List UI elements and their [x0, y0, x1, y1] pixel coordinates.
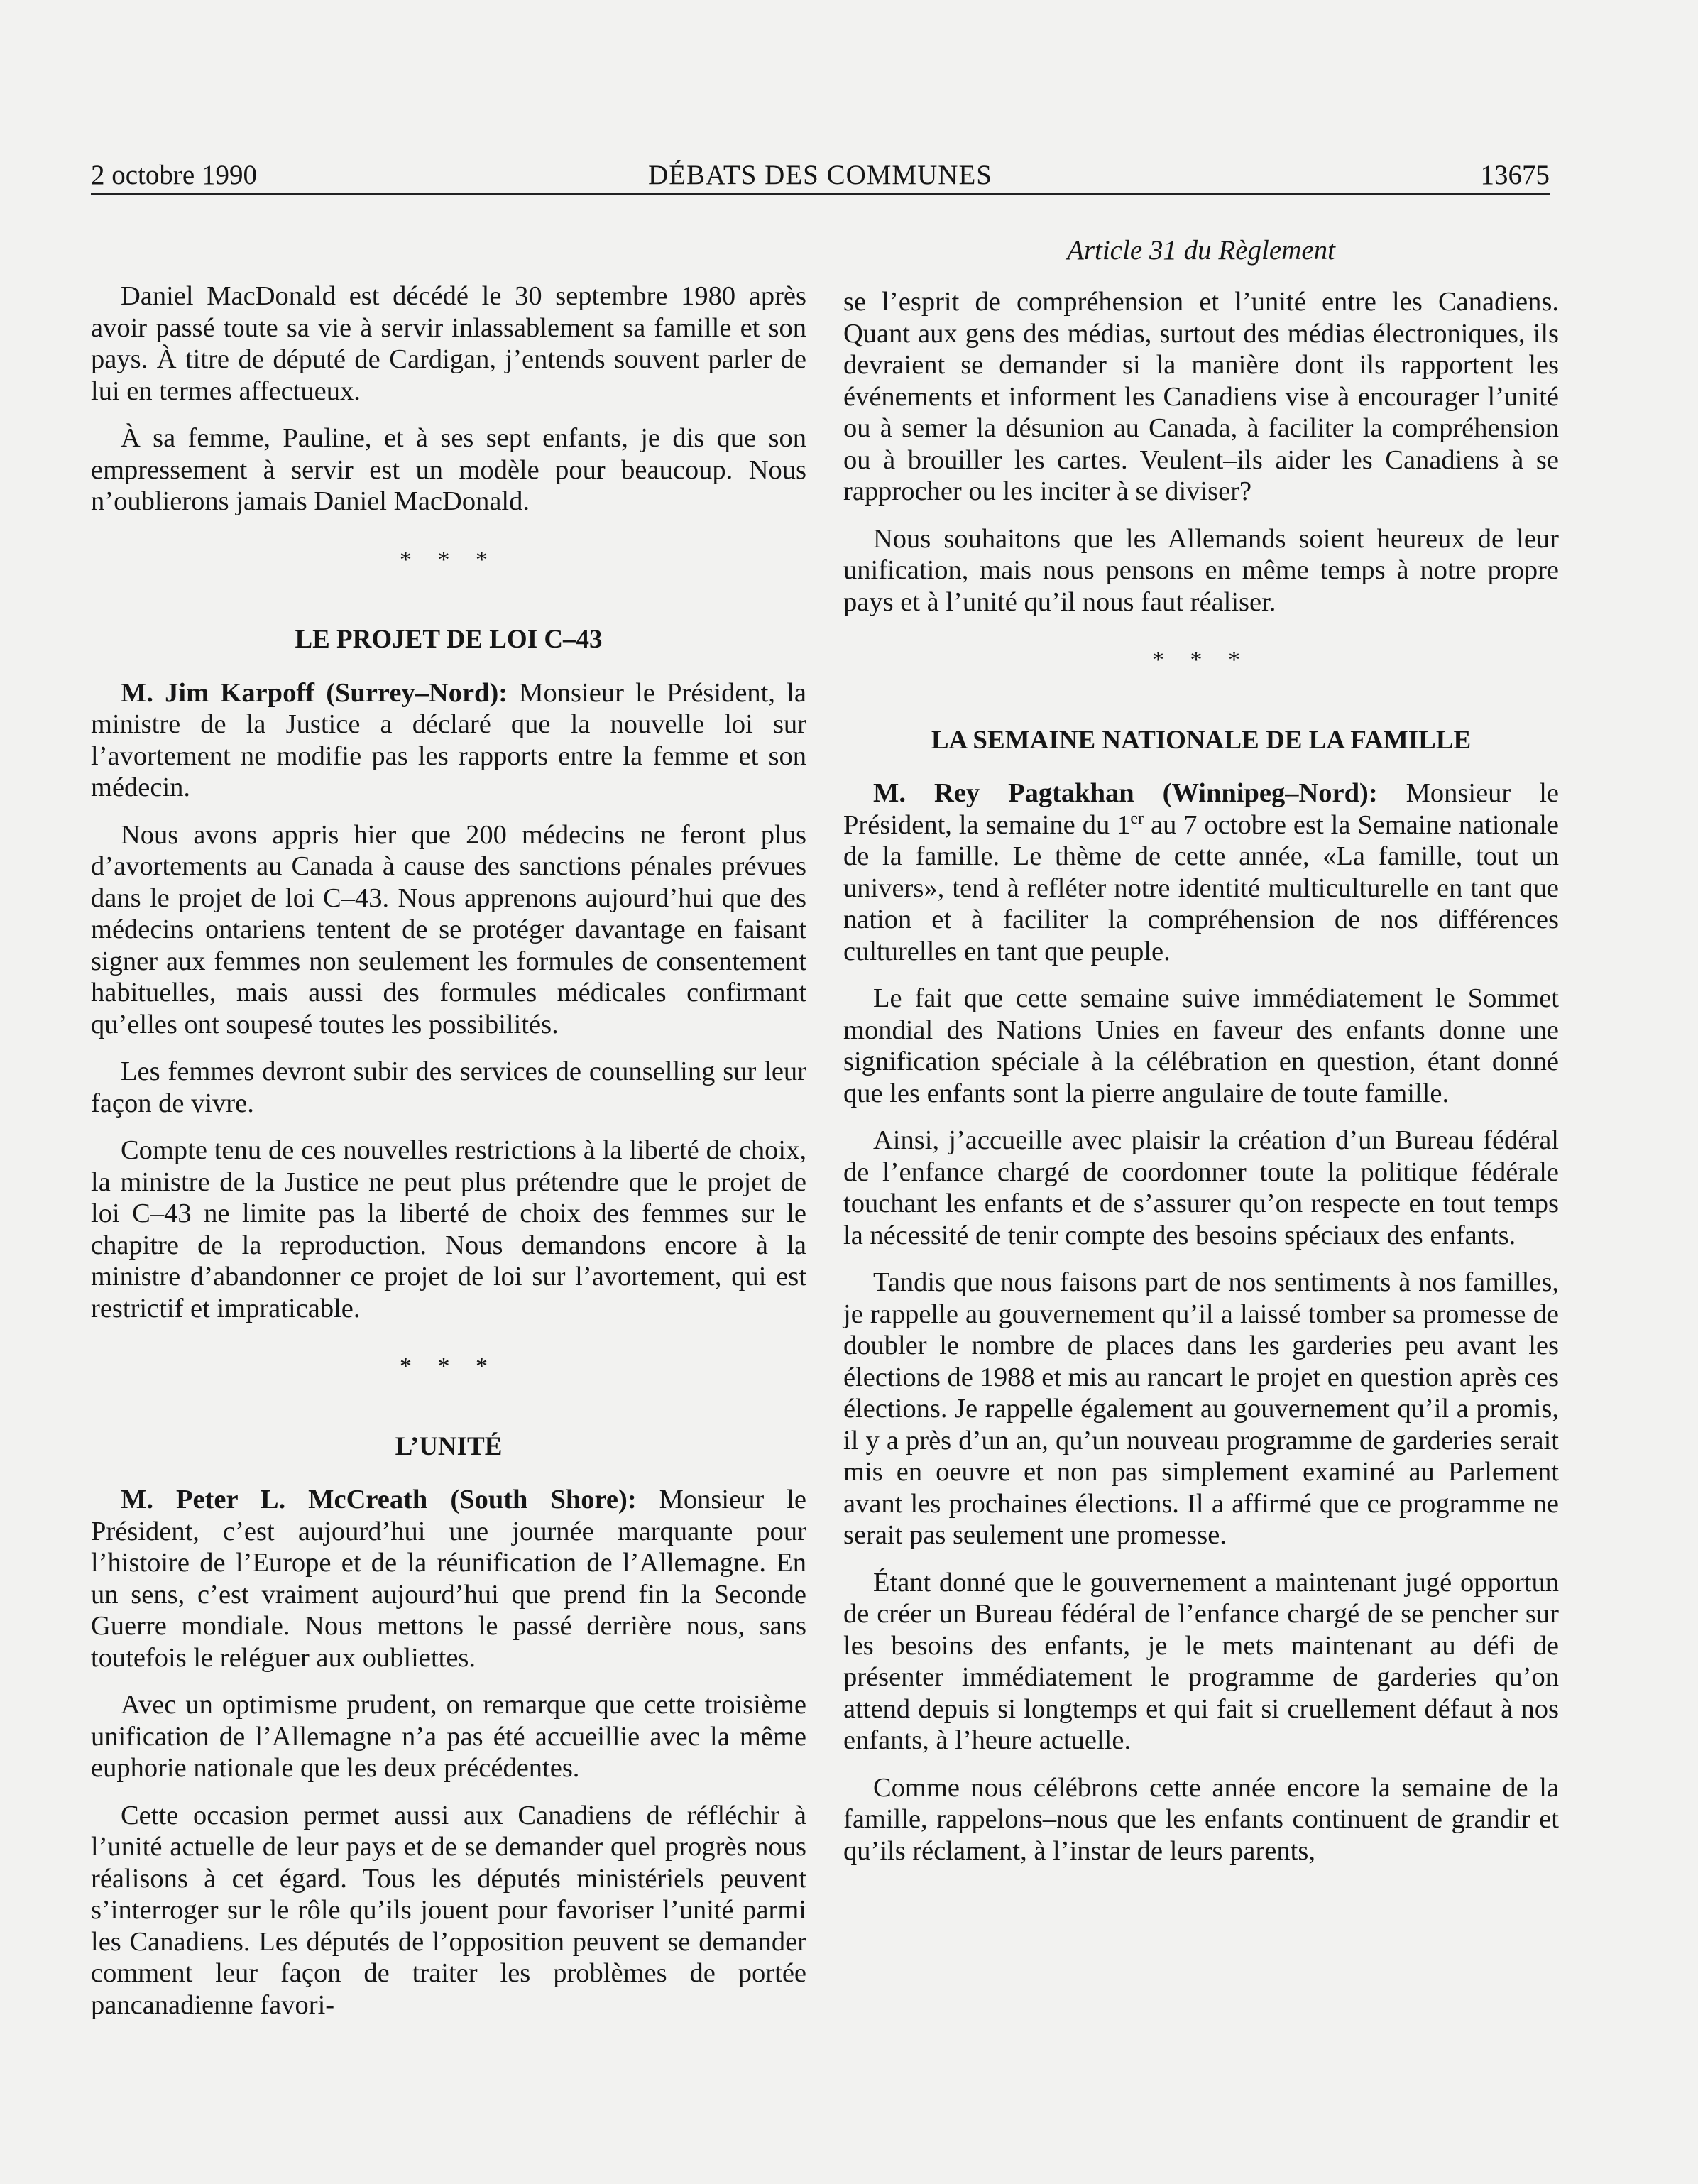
statement-text: Monsieur le Président, c’est aujourd’hui une journée marquante pour l’histoire de l’Europe et de la réunification de l’Allemagne. En un sens, c’est vraiment aujourd’hui que prend fin la Seconde Guerre mondiale. Nous mettons le passé derrière nous, sans toutefois le reléguer aux oubliettes.	[91, 1485, 806, 1673]
paragraph: Tandis que nous faisons part de nos sentiments à nos familles, je rappelle au gouvernement qu’il a laissé tomber sa promesse de doubler le nombre de places dans les garderies peu avant les élections de 1988 et mis au rancart le projet en question après ces élections. Je rappelle également au gouvernement qu’il a promis, il y a près d’un an, qu’un nouveau programme de garderies serait mis en oeuvre et non pas simplement examiné au Parlement avant les prochaines élections. Il a affirmé que ce programme ne serait pas seulement une promesse.	[843, 1267, 1559, 1550]
statement-paragraph	[91, 677, 806, 804]
section-separator: * * *	[400, 1353, 498, 1380]
superscript: er	[1130, 809, 1144, 828]
paragraph: Comme nous célébrons cette année encore la semaine de la famille, rappelons–nous que les enfants continuent de grandir et qu’ils réclament, à l’instar de leurs parents,	[843, 1772, 1559, 1866]
page-number: 13675	[1480, 160, 1550, 190]
section-heading: LA SEMAINE NATIONALE DE LA FAMILLE	[931, 725, 1472, 755]
paragraph: Nous souhaitons que les Allemands soient heureux de leur unification, mais nous pensons en même temps à notre propre pays et à l’unité qu’il nous faut réaliser.	[843, 523, 1559, 617]
section-heading: L’UNITÉ	[395, 1431, 503, 1461]
header-date: 2 octobre 1990	[91, 160, 257, 190]
paragraph: Les femmes devront subir des services de counselling sur leur façon de vivre.	[91, 1056, 806, 1118]
paragraph: Compte tenu de ces nouvelles restrictions à la liberté de choix, la ministre de la Justice ne peut plus prétendre que le projet de loi C–43 ne limite pas la liberté de choix des femmes sur le chapitre de la reproduction. Nous demandons encore à la ministre d’abandonner ce projet de loi sur l’avortement, qui est restrictif et impraticable.	[91, 1135, 806, 1323]
page-header	[91, 158, 1550, 195]
left-column	[91, 280, 806, 2036]
speaker-name: M. Peter L. McCreath (South Shore):	[121, 1485, 637, 1514]
statement-text: Monsieur le Président, la semaine du 1	[843, 778, 1559, 840]
paragraph: Cette occasion permet aussi aux Canadiens de réfléchir à l’unité actuelle de leur pays et de se demander quel progrès nous réalisons à cet égard. Tous les députés ministériels peuvent s’interroger sur le rôle qu’ils jouent pour favoriser l’unité parmi les Canadiens. Les députés de l’opposition peuvent se demander comment leur façon de traiter les problèmes de portée pancanadienne favori-	[91, 1800, 806, 2020]
speaker-name: M. Jim Karpoff (Surrey–Nord):	[121, 677, 508, 708]
statement-paragraph	[843, 777, 1559, 967]
paragraph: Daniel MacDonald est décédé le 30 septembre 1980 après avoir passé toute sa vie à servir inlassablement sa famille et son pays. À titre de député de Cardigan, j’entends souvent parler de lui en termes affectueux.	[91, 281, 806, 406]
paragraph: Le fait que cette semaine suive immédiatement le Sommet mondial des Nations Unies en faveur des enfants donne une signification spéciale à la célébration en question, étant donné que les enfants sont la pierre angulaire de toute famille.	[843, 983, 1559, 1108]
right-column	[843, 286, 1559, 1882]
paragraph: À sa femme, Pauline, et à ses sept enfants, je dis que son empressement à servir est un modèle pour beaucoup. Nous n’oublierons jamais Daniel MacDonald.	[91, 423, 806, 516]
statement-paragraph	[91, 1484, 806, 1674]
paragraph: Étant donné que le gouvernement a maintenant jugé opportun de créer un Bureau fédéral de l’enfance chargé de se pencher sur les besoins des enfants, je le mets maintenant au défi de présenter immédiatement le programme de garderies qu’on attend depuis si longtemps et qui fait si cruellement défaut à nos enfants, à l’heure actuelle.	[843, 1567, 1559, 1755]
paragraph: Avec un optimisme prudent, on remarque que cette troisième unification de l’Allemagne n’a pas été accueillie avec la même euphorie nationale que les deux précédentes.	[91, 1690, 806, 1783]
section-heading: LE PROJET DE LOI C–43	[295, 625, 603, 654]
section-separator: * * *	[400, 546, 498, 573]
paragraph: Nous avons appris hier que 200 médecins ne feront plus d’avortements au Canada à cause des sanctions pénales prévues dans le projet de loi C–43. Nous apprenons aujourd’hui que des médecins ontariens tentent de se protéger davantage en faisant signer aux femmes non seulement les formules de consentement habituelles, mais aussi des formules médicales confirmant qu’elles ont soupesé toutes les possibilités.	[91, 819, 806, 1039]
section-rubric: Article 31 du Règlement	[1067, 235, 1335, 266]
paragraph: se l’esprit de compréhension et l’unité entre les Canadiens. Quant aux gens des médias, surtout des médias électroniques, ils devraient se demander si la manière dont ils rapportent les événements et informent les Canadiens vise à encourager l’unité ou à semer la désunion au Canada, à faciliter la compréhension ou à brouiller les cartes. Veulent–ils aider les Canadiens à se rapprocher ou les inciter à se diviser?	[843, 287, 1559, 506]
section-separator: * * *	[1152, 647, 1250, 673]
statement-text: au 7 octobre est la Semaine nationale de la famille. Le thème de cette année, «La famille, tout un univers», tend à refléter notre identité multiculturelle en tant que nation et à faciliter la compréhension de nos différences culturelles en tant que peuple.	[843, 809, 1559, 966]
paragraph: Ainsi, j’accueille avec plaisir la création d’un Bureau fédéral de l’enfance chargé de coordonner toute la politique fédérale touchant les enfants et de s’assurer qu’on respecte en tout temps la nécessité de tenir compte des besoins spéciaux des enfants.	[843, 1125, 1559, 1250]
statement-text: Monsieur le Président, la ministre de la Justice a déclaré que la nouvelle loi sur l’avortement ne modifie pas les rapports entre la femme et son médecin.	[91, 677, 806, 802]
speaker-name: M. Rey Pagtakhan (Winnipeg–Nord):	[873, 778, 1378, 808]
header-title: DÉBATS DES COMMUNES	[648, 160, 992, 190]
